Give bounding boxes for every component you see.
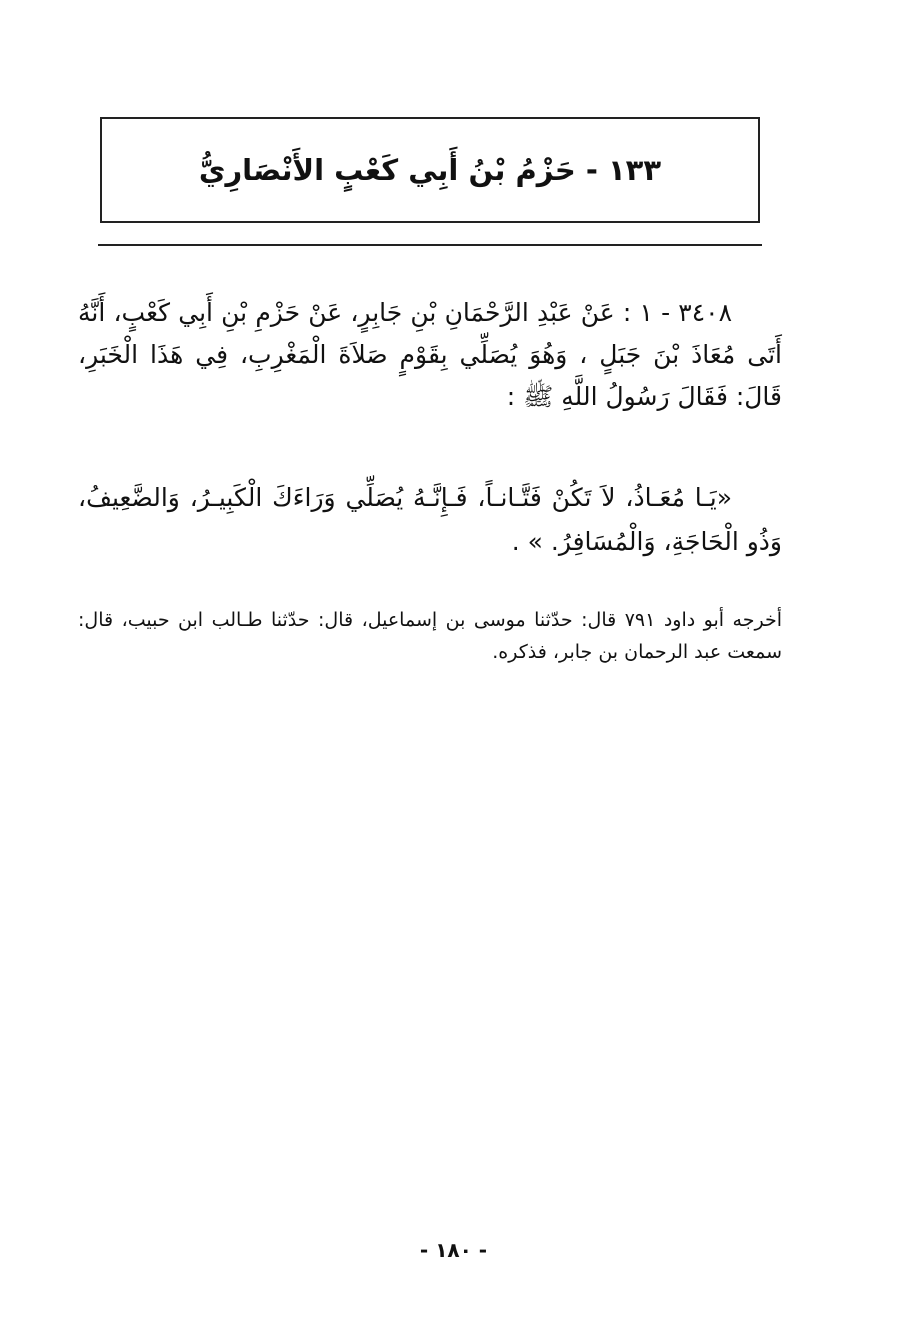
hadith-text: [78, 292, 782, 418]
page-number: - ١٨٠ -: [419, 1238, 488, 1262]
prophetic-quote: [78, 476, 782, 564]
footnote: [78, 604, 782, 668]
chapter-title-box: [100, 117, 760, 223]
chapter-title: ١٣٣ - حَزْمُ بْنُ أَبِي كَعْبٍ الأَنْصَارِيُّ: [198, 153, 662, 187]
title-divider: [98, 244, 762, 246]
quote-paragraph: «يَـا مُعَـاذُ، لاَ تَكُنْ فَتَّـانـاً، فَـإِنَّـهُ يُصَلِّي وَرَاءَكَ الْكَبِيـرُ، وَالضَّعِيفُ، وَذُو الْحَاجَةِ، وَالْمُسَافِرُ. » .: [78, 483, 782, 556]
footnote-text: أخرجه أبو داود ٧٩١ قال: حدّثنا موسى بن إسماعيل، قال: حدّثنا طـالب ابن حبيب، قال: سمعت عبد الرحمان بن جابر، فذكره.: [78, 609, 782, 663]
hadith-paragraph: ٣٤٠٨ - ١ : عَنْ عَبْدِ الرَّحْمَانِ بْنِ جَابِرٍ، عَنْ حَزْمِ بْنِ أَبِي كَعْبٍ، أَنَّهُ أَتَى مُعَاذَ بْنَ جَبَلٍ ، وَهُوَ يُصَلِّي بِقَوْمٍ صَلاَةَ الْمَغْرِبِ، فِي هَذَا الْخَبَرِ، قَالَ: فَقَالَ رَسُولُ اللَّهِ ﷺ :: [78, 298, 782, 411]
